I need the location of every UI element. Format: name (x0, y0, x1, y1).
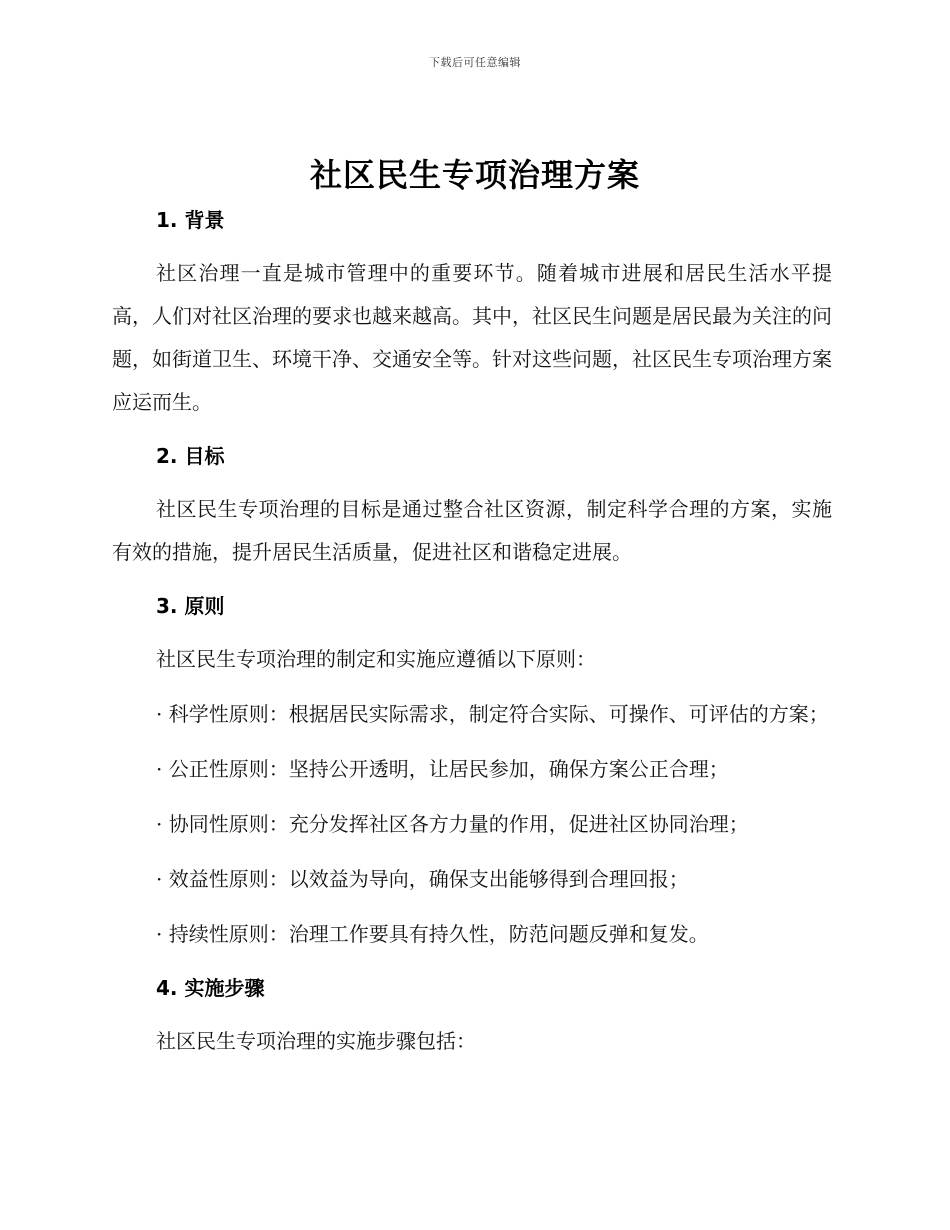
section-heading-steps: 4. 实施步骤 (156, 976, 265, 1000)
section-paragraph-background: 社区治理一直是城市管理中的重要环节。随着城市进展和居民生活水平提高，人们对社区治理的要求也越来越高。其中，社区民生问题是居民最为关注的问题，如街道卫生、环境干净、交通安全等。针对这些问题，社区民生专项治理方案应运而生。 (112, 261, 832, 414)
document-title: 社区民生专项治理方案 (309, 156, 640, 194)
principle-item: · 持续性原则：治理工作要具有持久性，防范问题反弹和复发。 (156, 922, 709, 946)
section-paragraph-principles-intro: 社区民生专项治理的制定和实施应遵循以下原则： (156, 647, 596, 671)
page-header-note: 下载后可任意编辑 (429, 56, 521, 69)
section-heading-background: 1. 背景 (156, 208, 225, 232)
principle-item: · 协同性原则：充分发挥社区各方力量的作用，促进社区协同治理； (156, 812, 749, 836)
section-heading-goal: 2. 目标 (156, 444, 225, 468)
principle-item: · 效益性原则：以效益为导向，确保支出能够得到合理回报； (156, 867, 689, 891)
section-paragraph-goal: 社区民生专项治理的目标是通过整合社区资源，制定科学合理的方案，实施有效的措施，提升居民生活质量，促进社区和谐稳定进展。 (112, 497, 832, 564)
principle-item: · 科学性原则：根据居民实际需求，制定符合实际、可操作、可评估的方案； (156, 702, 829, 726)
section-paragraph-steps-intro: 社区民生专项治理的实施步骤包括： (156, 1029, 476, 1053)
section-heading-principles: 3. 原则 (156, 594, 225, 618)
principle-item: · 公正性原则：坚持公开透明，让居民参加，确保方案公正合理； (156, 757, 729, 781)
document-body (112, 200, 832, 1063)
